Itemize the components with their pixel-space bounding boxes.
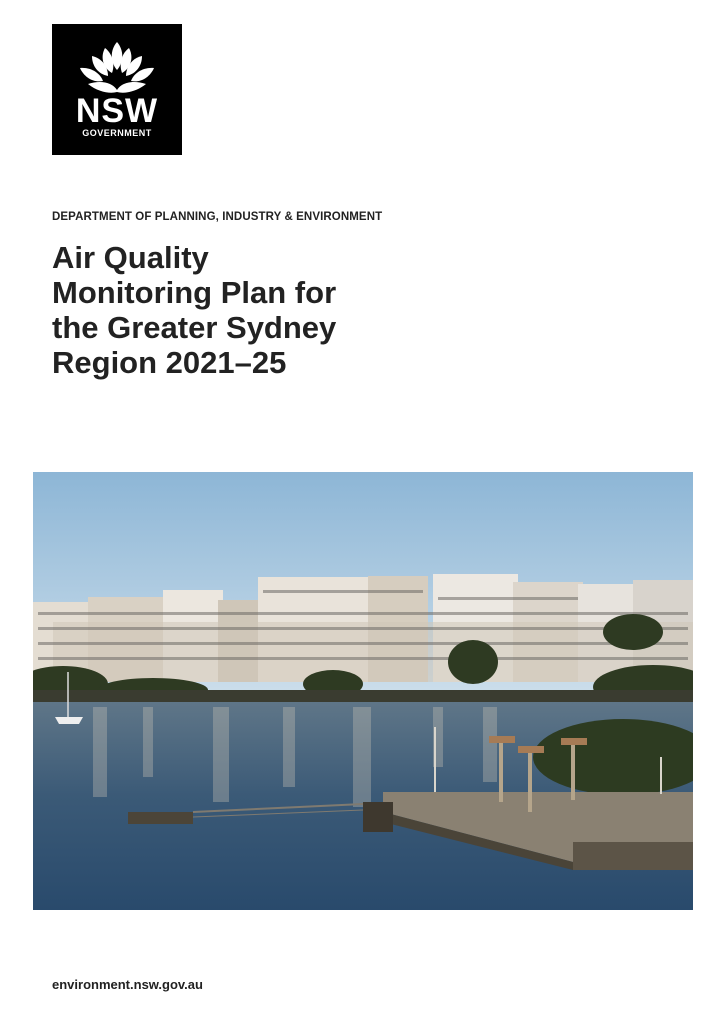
logo-wordmark: NSW [75,92,159,130]
cover-photo [33,472,693,910]
harbour-apartments-illustration [33,472,693,910]
nsw-government-logo [52,24,182,155]
title-line: the Greater Sydney [52,310,337,345]
logo-subtitle: GOVERNMENT [82,128,152,138]
title-line: Region 2021–25 [52,345,287,380]
department-name: DEPARTMENT OF PLANNING, INDUSTRY & ENVIRONMENT [52,211,383,223]
title-line: Monitoring Plan for [52,275,337,310]
title-line: Air Quality [52,240,209,275]
waratah-icon [72,40,162,98]
website-link[interactable]: environment.nsw.gov.au [52,977,203,992]
document-title [52,240,452,380]
